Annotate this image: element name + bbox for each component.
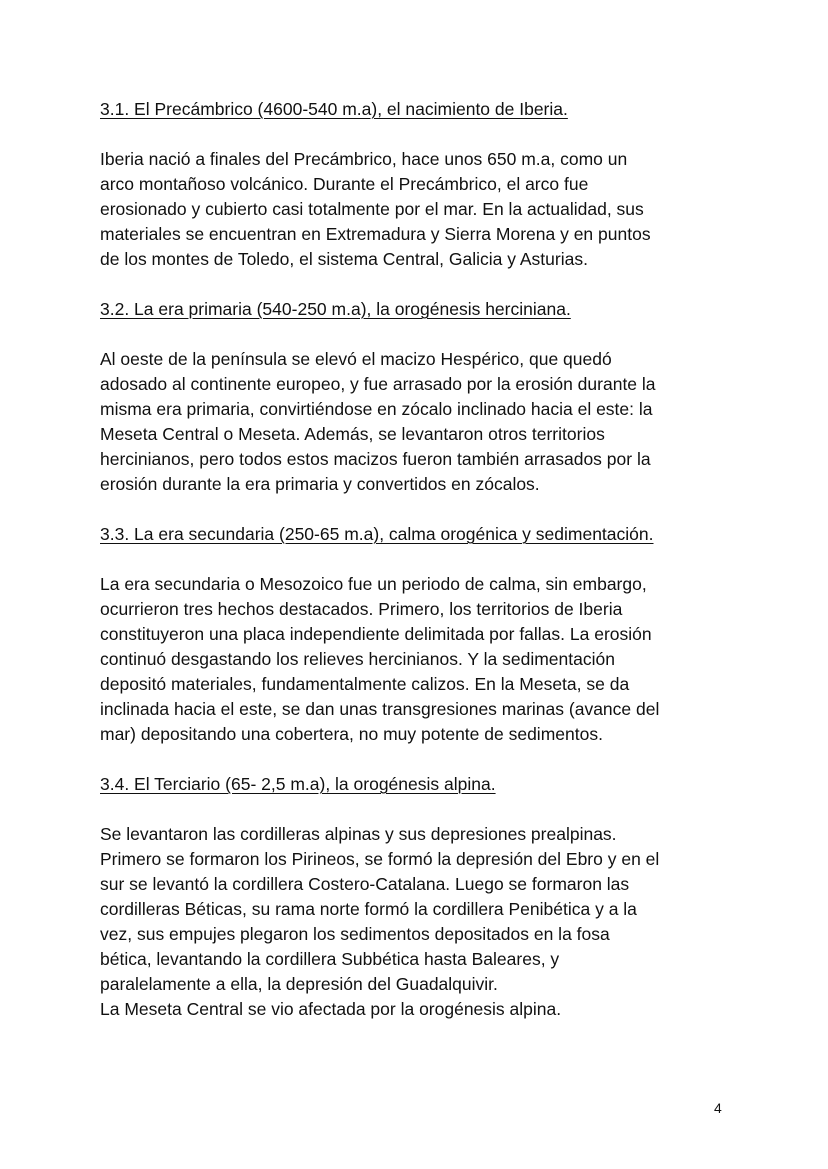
paragraph-line: materiales se encuentran en Extremadura y Sierra Morena y en puntos: [100, 224, 651, 244]
paragraph-line: constituyeron una placa independiente delimitada por fallas. La erosión: [100, 624, 652, 644]
paragraph-line: inclinada hacia el este, se dan unas transgresiones marinas (avance del: [100, 699, 660, 719]
paragraph: [100, 572, 740, 747]
section-heading: 3.4. El Terciario (65- 2,5 m.a), la orogénesis alpina.: [100, 774, 496, 794]
paragraph-line: sur se levantó la cordillera Costero-Catalana. Luego se formaron las: [100, 874, 630, 894]
paragraph-line: bética, levantando la cordillera Subbética hasta Baleares, y: [100, 949, 560, 969]
paragraph-line: cordilleras Béticas, su rama norte formó la cordillera Penibética y a la: [100, 899, 637, 919]
paragraph-line: misma era primaria, convirtiéndose en zócalo inclinado hacia el este: la: [100, 399, 653, 419]
paragraph-gap: [100, 547, 740, 572]
paragraph-line: Meseta Central o Meseta. Además, se levantaron otros territorios: [100, 424, 605, 444]
paragraph-line: vez, sus empujes plegaron los sedimentos depositados en la fosa: [100, 924, 610, 944]
section-heading: 3.2. La era primaria (540-250 m.a), la orogénesis herciniana.: [100, 299, 571, 319]
paragraph-line: de los montes de Toledo, el sistema Central, Galicia y Asturias.: [100, 249, 588, 269]
paragraph-line: depositó materiales, fundamentalmente calizos. En la Meseta, se da: [100, 674, 630, 694]
paragraph-line: Al oeste de la península se elevó el macizo Hespérico, que quedó: [100, 349, 612, 369]
paragraph-gap: [100, 797, 740, 822]
section-heading: 3.1. El Precámbrico (4600-540 m.a), el nacimiento de Iberia.: [100, 99, 568, 119]
section-heading: 3.3. La era secundaria (250-65 m.a), calma orogénica y sedimentación.: [100, 524, 654, 544]
paragraph: [100, 347, 740, 497]
paragraph-line: La era secundaria o Mesozoico fue un periodo de calma, sin embargo,: [100, 574, 647, 594]
section-precambrico: [100, 97, 740, 297]
paragraph-line: Primero se formaron los Pirineos, se formó la depresión del Ebro y en el: [100, 849, 660, 869]
paragraph-line: ocurrieron tres hechos destacados. Primero, los territorios de Iberia: [100, 599, 623, 619]
paragraph-line: Se levantaron las cordilleras alpinas y sus depresiones prealpinas.: [100, 824, 617, 844]
paragraph: [100, 822, 740, 1022]
paragraph: [100, 147, 740, 272]
paragraph-gap: [100, 122, 740, 147]
section-era-primaria: [100, 297, 740, 522]
paragraph-line: paralelamente a ella, la depresión del Guadalquivir.: [100, 974, 498, 994]
paragraph-line: arco montañoso volcánico. Durante el Precámbrico, el arco fue: [100, 174, 589, 194]
paragraph-line: La Meseta Central se vio afectada por la orogénesis alpina.: [100, 999, 562, 1019]
paragraph-gap: [100, 322, 740, 347]
document-page: [100, 97, 740, 1022]
paragraph-line: adosado al continente europeo, y fue arrasado por la erosión durante la: [100, 374, 656, 394]
paragraph-gap: [100, 747, 740, 772]
paragraph-gap: [100, 272, 740, 297]
page-number: 4: [714, 1100, 722, 1116]
paragraph-line: Iberia nació a finales del Precámbrico, hace unos 650 m.a, como un: [100, 149, 628, 169]
paragraph-gap: [100, 497, 740, 522]
paragraph-line: mar) depositando una cobertera, no muy potente de sedimentos.: [100, 724, 603, 744]
section-era-secundaria: [100, 522, 740, 772]
paragraph-line: hercinianos, pero todos estos macizos fueron también arrasados por la: [100, 449, 651, 469]
paragraph-line: continuó desgastando los relieves hercinianos. Y la sedimentación: [100, 649, 615, 669]
paragraph-line: erosionado y cubierto casi totalmente por el mar. En la actualidad, sus: [100, 199, 644, 219]
paragraph-line: erosión durante la era primaria y convertidos en zócalos.: [100, 474, 540, 494]
section-terciario: [100, 772, 740, 1022]
